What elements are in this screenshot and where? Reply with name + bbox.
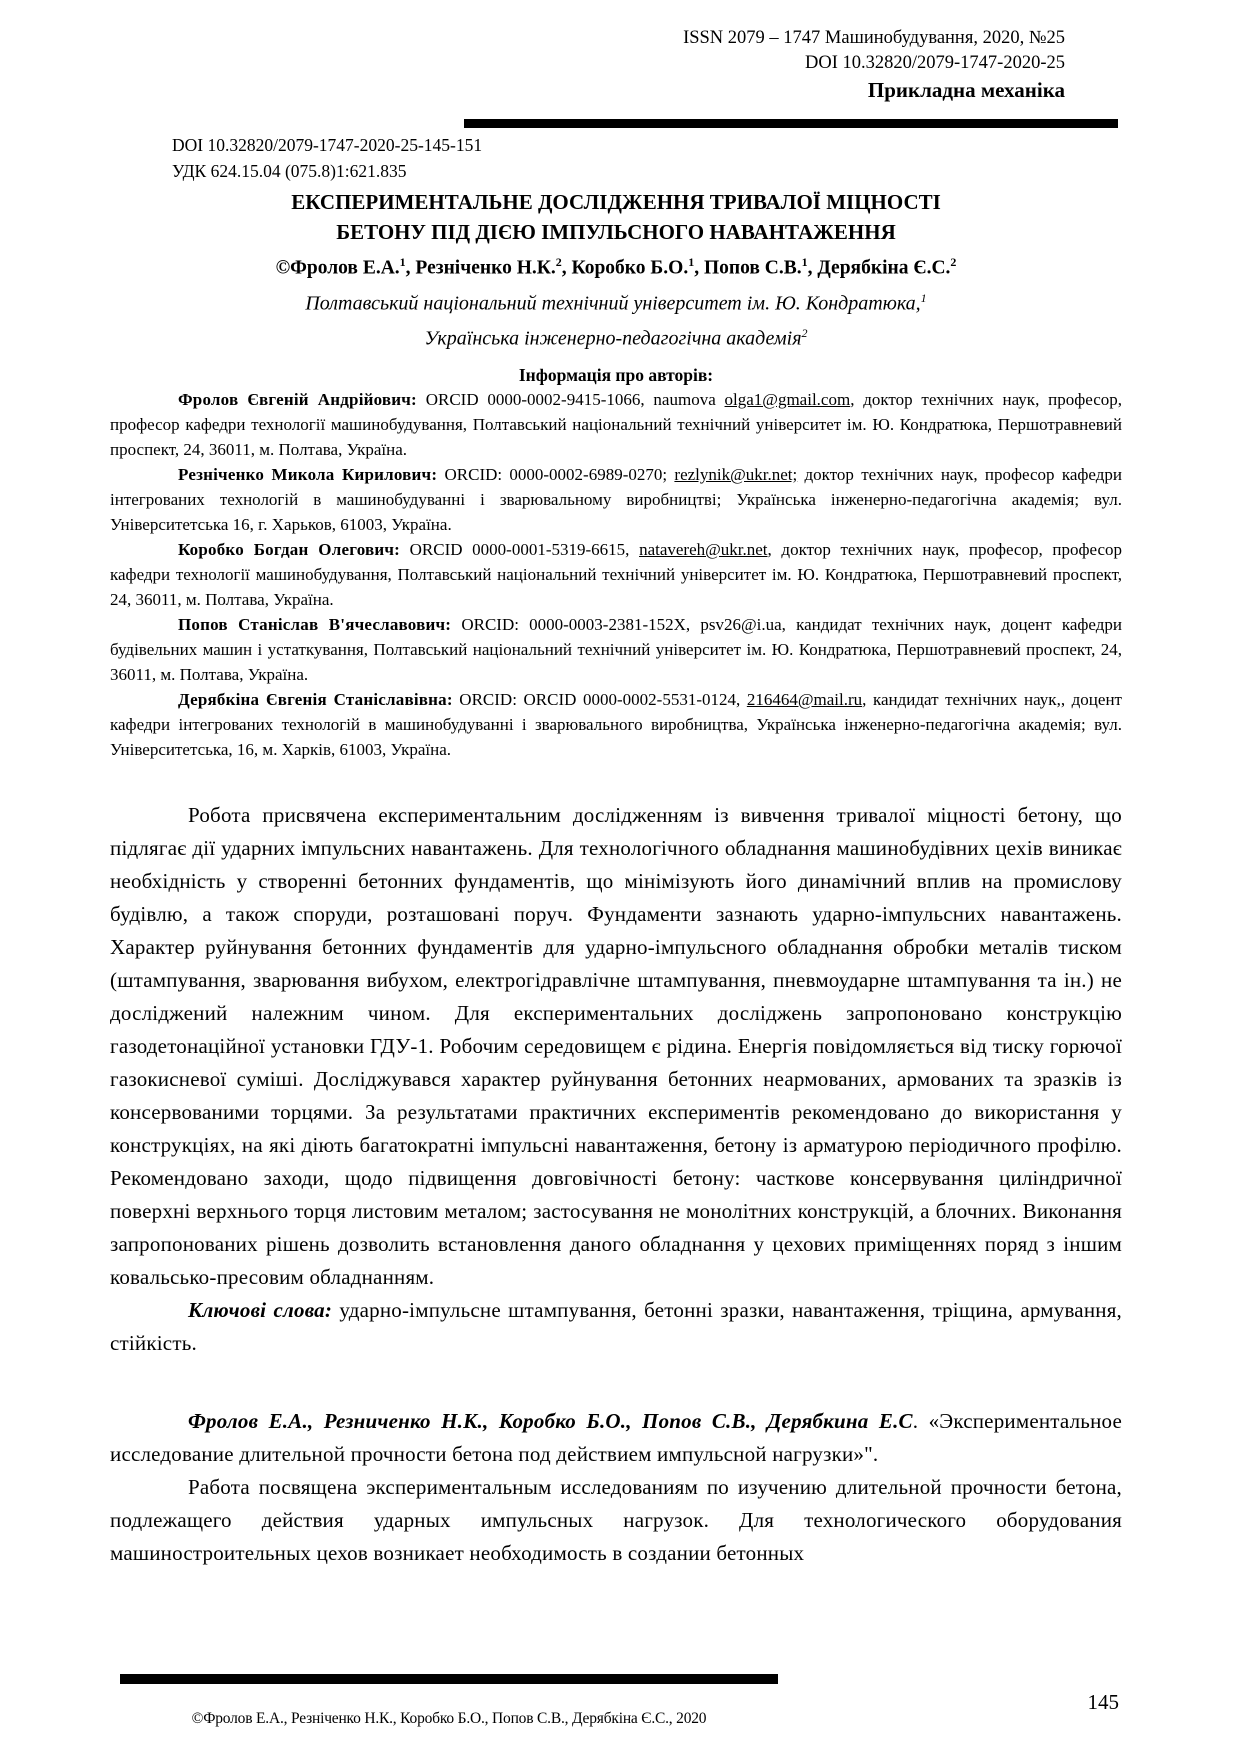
header-rule-bar: [464, 119, 1118, 128]
abstract-ua: [110, 799, 1122, 1360]
affiliation-sup: 2: [801, 326, 808, 341]
article-doi: DOI 10.32820/2079-1747-2020-25-145-151: [172, 135, 483, 155]
article-title: [110, 187, 1122, 247]
byline-author: , Дерябкіна Є.С.: [807, 257, 951, 279]
author-byline: [110, 248, 1122, 283]
article-title-line1: ЕКСПЕРИМЕНТАЛЬНЕ ДОСЛІДЖЕННЯ ТРИВАЛОЇ МІЦНОСТІ: [291, 190, 941, 214]
author-entry-popov: Попов Станіслав В'ячеславович: ORCID: 0000-0003-2381-152X, psv26@i.ua, кандидат технічних наук, доцент кафедри будівельних машин і устаткування, Полтавський національний технічний університет ім. Ю. Кондратюка, Першотравневий проспект, 24, 36011, м. Полтава, Україна.: [110, 614, 1122, 684]
abstract-ru-citation: [110, 1405, 1122, 1471]
author-entry-reznichenko: Резніченко Микола Кирилович: ORCID: 0000-0002-6989-0270; rezlynik@ukr.net; доктор технічних наук, професор кафедри інтегрованих технологій в машинобудуванні і зварювальному виробництві; Українська інженерно-педагогічна академія; вул. Університетська 16, г. Харьков, 61003, Україна.: [110, 464, 1122, 534]
byline-author: ©Фролов Е.А.: [275, 257, 400, 279]
affiliation-sup: 1: [920, 290, 927, 305]
author-name: Попов Станіслав В'ячеславович:: [178, 614, 452, 634]
byline-affil-sup: 1: [688, 255, 695, 269]
byline-author: , Коробко Б.О.: [561, 257, 689, 279]
author-entry-korobko: Коробко Богдан Олегович: ORCID 0000-0001-5319-6615, natavereh@ukr.net, доктор технічних наук, професор, професор кафедри технології машинобудування, Полтавський національний технічний університет ім. Ю. Кондратюка, Першотравневий проспект, 24, 36011, м. Полтава, Україна.: [110, 539, 1122, 609]
journal-issn-line: ISSN 2079 – 1747 Машинобудування, 2020, №25: [683, 28, 1065, 48]
byline-author: , Резніченко Н.К.: [405, 257, 556, 279]
page-number: 145: [1087, 1690, 1119, 1714]
footer-rule-bar: [120, 1674, 778, 1684]
author-entry-frolov: Фролов Євгеній Андрійович: ORCID 0000-0002-9415-1066, naumova olga1@gmail.com, доктор технічних наук, професор, професор кафедри технології машинобудування, Полтавський національний технічний університет ім. Ю. Кондратюка, Першотравневий проспект, 24, 36011, м. Полтава, Україна.: [110, 389, 1122, 459]
abstract-ua-paragraph: Робота присвячена експериментальним дослідженням із вивчення тривалої міцності бетону, що підлягає дії ударних імпульсних навантажень. Для технологічного обладнання машинобудівних цехів виникає необхідність у створенні бетонних фундаментів, що мінімізують його динамічний вплив на промислову будівлю, а також споруди, розташовані поруч. Фундаменти зазнають ударно-імпульсних навантажень. Характер руйнування бетонних фундаментів для ударно-імпульсного обладнання обробки металів тиском (штампування, зварювання вибухом, електрогідравлічне штампування, пневмоударне штампування та ін.) не досліджений належним чином. Для експериментальних досліджень запропоновано конструкцію газодетонаційної установки ГДУ-1. Робочим середовищем є рідина. Енергія повідомляється від тиску горючої газокисневої суміші. Досліджувався характер руйнування бетонних неармованих, армованих та зразків із консервованими торцями. За результатами практичних експериментів рекомендовано до використання у конструкціях, на які діють багатократні імпульсні навантаження, бетону із арматурою періодичного профілю. Рекомендовано заходи, щодо підвищення довговічності бетону: часткове консервування циліндричної поверхні верхнього торця листовим металом; застосування не монолітних конструкцій, а блочних. Виконання запропонованих рішень дозволить встановлення даного обладнання у цехових приміщеннях поряд з іншим ковальсько-пресовим обладнанням.: [110, 802, 1122, 1289]
abstract-ru: [110, 1405, 1122, 1570]
journal-header: [110, 26, 1122, 105]
affiliation-1: Полтавський національний технічний університет ім. Ю. Кондратюка,$^1$: [305, 290, 927, 315]
affiliation-2: Українська інженерно-педагогічна академія$^2$: [424, 326, 808, 350]
authors-info-heading: Інформація про авторів:: [518, 364, 714, 385]
author-entry-deriabkina: Дерябкіна Євгенія Станіславівна: ORCID: ORCID 0000-0002-5531-0124, 216464@mail.ru, кандидат технічних наук,, доцент кафедри інтегрованих технологій в машинобудуванні і зварювального виробництва, Українська інженерно-педагогічна академія; вул. Університетська, 16, м. Харків, 61003, Україна.: [110, 689, 1122, 759]
author-name: Дерябкіна Євгенія Станіславівна:: [178, 689, 453, 709]
author-email-link[interactable]: 216464@mail.ru: [746, 689, 863, 709]
author-name: Коробко Богдан Олегович:: [178, 539, 400, 559]
byline-affil-sup: 2: [555, 255, 562, 269]
authors-info-list: [110, 387, 1122, 762]
article-udc: УДК 624.15.04 (075.8)1:621.835: [172, 160, 407, 181]
front-matter: [172, 133, 1122, 184]
author-name: Фролов Євгеній Андрійович:: [178, 389, 417, 409]
abstract-ru-title: . «Экспериментальное исследование длительной прочности бетона под действием импульсной нагрузки»".: [110, 1408, 1122, 1466]
article-title-line2: БЕТОНУ ПІД ДІЄЮ ІМПУЛЬСНОГО НАВАНТАЖЕННЯ: [336, 220, 896, 244]
author-email-link[interactable]: olga1@gmail.com: [724, 389, 851, 409]
keywords-text: ударно-імпульсне штампування, бетонні зразки, навантаження, тріщина, армування, стійкість.: [110, 1297, 1123, 1355]
keywords-label: Ключові слова:: [188, 1297, 333, 1322]
byline-affil-sup: 2: [950, 255, 957, 269]
author-name: Резніченко Микола Кирилович:: [178, 464, 438, 484]
byline-affil-sup: 1: [399, 255, 406, 269]
author-email-link[interactable]: natavereh@ukr.net: [639, 539, 768, 559]
byline-author: , Попов С.В.: [694, 257, 802, 279]
keywords-paragraph: [110, 1294, 1122, 1360]
journal-section-title: Прикладна механіка: [867, 78, 1065, 102]
abstract-ru-paragraph: Работа посвящена экспериментальным исследованиям по изучению длительной прочности бетона, подлежащего действия ударных импульсных нагрузок. Для технологического оборудования машиностроительных цехов возникает необходимость в создании бетонных: [110, 1474, 1122, 1565]
byline-affil-sup: 1: [801, 255, 808, 269]
footer-copyright: ©Фролов Е.А., Резніченко Н.К., Коробко Б.О., Попов С.В., Дерябкіна Є.С., 2020: [191, 1710, 707, 1727]
abstract-ru-authors: Фролов Е.А., Резниченко Н.К., Коробко Б.О., Попов С.В., Дерябкина Е.С: [188, 1408, 913, 1433]
journal-doi-line: DOI 10.32820/2079-1747-2020-25: [804, 53, 1065, 73]
author-email-link[interactable]: rezlynik@ukr.net;: [674, 464, 798, 484]
